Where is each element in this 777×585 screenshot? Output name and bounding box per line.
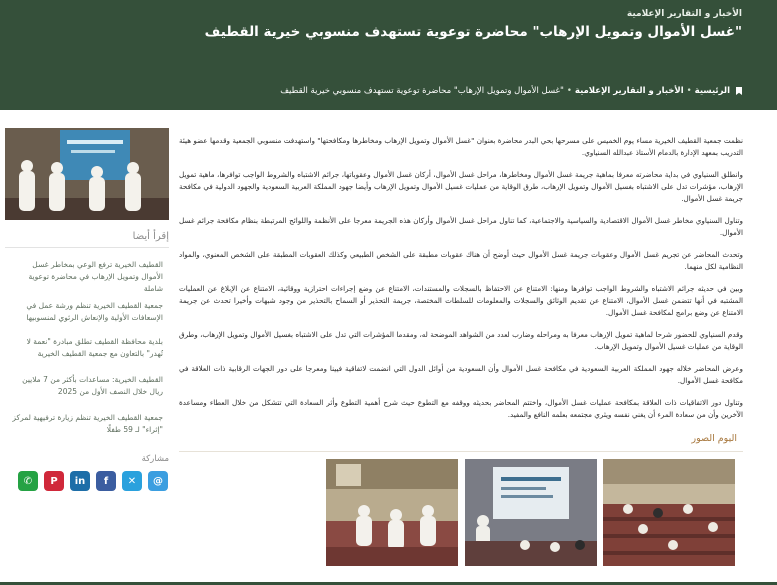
share-label: مشاركة <box>141 454 169 464</box>
breadcrumb-separator: • <box>686 86 692 96</box>
related-article-link[interactable]: جمعية القطيف الخيرية تنظم زيارة ترفيهية لمركز "إثراء" لـ 59 طفلًا <box>12 413 163 434</box>
read-more-divider <box>5 247 169 248</box>
breadcrumb-current: "غسل الأموال وتمويل الإرهاب" محاضرة توعوية تستهدف منسوبي خيرية القطيف <box>280 86 564 96</box>
bookmark-icon <box>736 87 742 95</box>
whatsapp-icon: ✆ <box>23 475 33 487</box>
article-paragraph: وانطلق السنياوي في بداية محاضرته معرفا بماهية جريمة غسل الأموال ومخاطرها، مراحل غسل الأموال، أركان غسل الأموال وعقوباتها، جرائم الاشتباه والشروط الواجب توافرها، ماهية تمويل الإرهاب، مؤشرات تدل على الاشتباه بغسيل الأموال وتمويل الإرهاب، طرق الوقاية من عمليات غسيل الأموال وتمويل الإرهاب وأيضا جهود المملكة العربية السعودية والجهود الدولية في مكافحة جريمة غسل الأموال. <box>179 170 743 203</box>
article-paragraph: وتناول دور الاتفاقيات ذات العلاقة بمكافحة عمليات غسل الأموال، واختتم المحاضر بحديثه ووقفه مع التطوع حيث شرح أهمية التطوع وأثر السعادة التي تتشكل من خلال العطاء ومساعدة الآخرين وأن من سعادة المرء أن يغني نفسه ويثري مجتمعه بعلمه النافع والمفيد. <box>179 398 743 419</box>
facebook-icon: f <box>103 475 109 487</box>
facebook-share-button[interactable] <box>96 471 116 491</box>
article-paragraph: وتناول السنياوي مخاطر غسل الأموال الاقتصادية والسياسية والاجتماعية، كما تناول مراحل غسل الأموال وأركان هذه الجريمة معرجا على الأنظمة واللوائح المرتبطة بنظام مكافحة جرائم غسل الأموال. <box>179 216 743 237</box>
related-article-link[interactable]: القطيف الخيرية ترفع الوعي بمخاطر غسل الأموال وتمويل الإرهاب في محاضرة توعوية شاملة <box>28 260 163 293</box>
x-icon: ✕ <box>127 475 137 487</box>
breadcrumb-separator: • <box>566 86 572 96</box>
related-article-link[interactable]: بلدية محافظة القطيف تطلق مبادرة "نعمة لا تُهدر" بالتعاون مع جمعية القطيف الخيرية <box>26 337 163 358</box>
page-title: "غسل الأموال وتمويل الإرهاب" محاضرة توعوية تستهدف منسوبي خيرية القطيف <box>204 24 742 40</box>
breadcrumb-home[interactable]: الرئيسية <box>694 86 730 96</box>
article-paragraph: نظمت جمعية القطيف الخيرية مساء يوم الخميس على مسرحها بحي البدر محاضرة بعنوان "غسل الأموال وتمويل الإرهاب ومخاطرها ومكافحتها" واستهدفت منسوبي الجمعية وقدمها عضو هيئة التدريب بمعهد الإدارة بالدمام الأستاذ عبدالله السنياوي. <box>179 136 743 157</box>
breadcrumb <box>280 86 742 96</box>
related-article-link[interactable]: جمعية القطيف الخيرية تنظم ورشة عمل في الإسعافات الأولية والإنعاش الرئوي لمنسوبيها <box>26 301 163 322</box>
read-more-title: إقرأ أيضا <box>132 231 169 242</box>
article-paragraph: وتحدث المحاضر عن تجريم غسل الأموال وعقوبات جريمة غسل الأموال حيث أوضح أن هناك عقوبات مطبقة على الشخص الطبيعي وكذلك العقوبات المطبقة على الشخص المعنوي، والمواد النظامية لكل منهما. <box>179 250 743 271</box>
linkedin-icon: in <box>74 475 86 487</box>
gallery-title: اليوم الصور <box>691 433 737 444</box>
breadcrumb-section[interactable]: الأخبار و التقارير الإعلامية <box>574 86 684 96</box>
linkedin-share-button[interactable] <box>70 471 90 491</box>
email-icon: @ <box>153 475 163 487</box>
category-label[interactable]: الأخبار و التقارير الإعلامية <box>626 9 742 19</box>
gallery-photo[interactable] <box>465 459 597 566</box>
x-share-button[interactable] <box>122 471 142 491</box>
pinterest-share-button[interactable] <box>44 471 64 491</box>
article-paragraph: وبين في حديثه جرائم الاشتباه والشروط الواجب توافرها ومنها: الامتناع عن الاحتفاظ بالسجلات والمستندات، الامتناع عن وضع إجراءات احترازية ووقائية، الامتناع عن الإبلاغ عن العمليات المشتبه في أنها تتضمن غسل الأموال، الامتناع عن تقديم الوثائق والسجلات والمعلومات للسلطات المختصة، جريمة التحذير أو السماح بالتحذير من وجود شبهات وأخيرا تحدث عن جريمة الامتناع عن وضع برامج لمكافحة غسل الأموال. <box>179 284 743 317</box>
sidebar-photo[interactable] <box>5 128 169 220</box>
email-share-button[interactable] <box>148 471 168 491</box>
gallery-photo[interactable] <box>603 459 735 566</box>
article-body <box>179 135 743 431</box>
related-article-link[interactable]: القطيف الخيرية: مساعدات بأكثر من 7 ملايين ريال خلال النصف الأول من 2025 <box>22 375 163 396</box>
gallery-divider <box>179 451 743 452</box>
page-hero <box>0 0 777 110</box>
pinterest-icon: P <box>50 475 58 487</box>
share-buttons <box>18 471 168 491</box>
article-paragraph: وعرض المحاضر خلاله جهود المملكة العربية السعودية في مكافحة غسل الأموال وأن السعودية من أوائل الدول التي انضمت لاتفاقية فيينا ومعرجا على دور الجهات الرقابية ذات العلاقة في مكافحة غسل الأموال. <box>179 364 743 385</box>
article-paragraph: وقدم السنياوي للحضور شرحا لماهية تمويل الإرهاب معرفا به ومراحله وضارب لعدد من الشواهد الموضحة له، ومقدما المؤشرات التي تدل على الاشتباه بغسيل الأموال وتمويل الإرهاب، وطرق الوقاية من عمليات غسيل الأموال وتمويل الإرهاب. <box>179 330 743 351</box>
gallery-photo[interactable] <box>326 459 458 566</box>
whatsapp-share-button[interactable] <box>18 471 38 491</box>
